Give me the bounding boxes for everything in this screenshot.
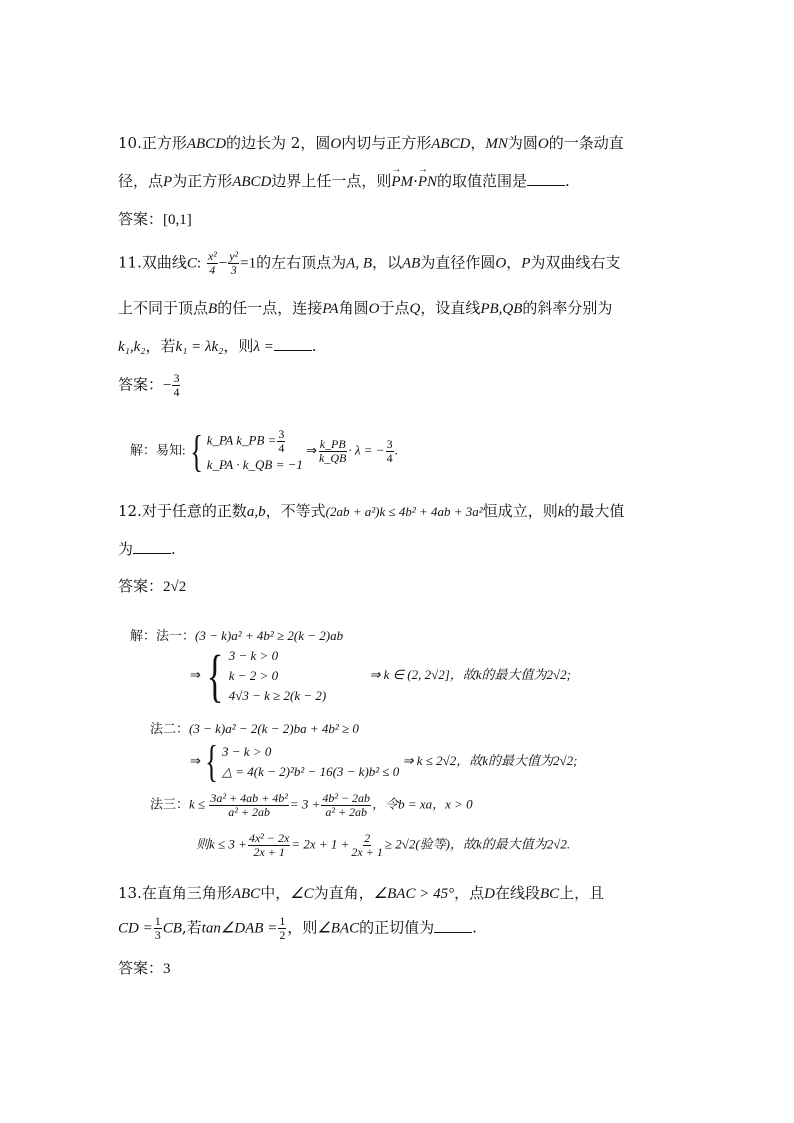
math: − [218,255,228,272]
math: 则k ≤ 3 + [196,836,247,852]
math: . [394,442,398,458]
answer-blank [133,539,171,554]
text: 中， [260,884,291,902]
text: ， [506,253,522,272]
text: 为圆 [507,134,538,152]
text: ，则 [223,337,254,355]
math: O [330,136,342,152]
text: 的任一点，连接 [217,299,323,317]
math: k_PA · k_QB = −1 [206,457,303,472]
text: ，设直线 [420,299,481,317]
math: B [208,301,218,317]
math: CB [162,920,182,937]
text: 内切与正方形 [341,134,432,152]
q12-method3-line1 [150,792,473,819]
text: 的一条动直 [548,134,624,152]
fraction: $\frac{\text{4b² − 2ab}}{\text{a² + 2ab}}$ [322,791,371,819]
math: ⇒ [190,666,201,682]
q12-line1 [118,500,676,523]
solution-label: 法二： [150,721,190,736]
math: PB,QB [480,301,523,317]
text: 10.正方形 [118,134,187,152]
text: . [472,918,477,937]
system [222,742,399,782]
text: 上，且 [559,884,605,902]
math: O [495,255,507,272]
math: : [196,255,202,272]
q10-answer [118,208,676,231]
text: 的最大值 [564,502,625,520]
answer-value: − [163,377,172,394]
math: C [186,255,197,272]
q13-answer [118,957,676,980]
vector-pm: → PM [391,171,413,193]
q10-line2 [118,170,676,193]
text: 的斜率分别为 [522,299,613,317]
text: 为 [118,540,134,558]
text: ，则 [287,918,318,937]
math: k [557,504,565,520]
answer-label: 答案： [118,375,164,394]
q11-line3 [118,335,676,358]
math: 3 − k > 0 [228,648,279,663]
math: P [521,255,531,272]
math: 4√3 − k ≥ 2(k − 2) [228,688,327,703]
q12-method1-system [190,643,572,708]
fraction: $\frac{3}{4}$ [278,427,285,455]
q12-method1-line1 [130,625,343,644]
math: = 2x + 1 + [291,836,350,852]
math: Q [409,301,421,317]
text: 11.双曲线 [118,253,187,272]
text: . [565,172,570,190]
vector-pn: → PN [418,171,437,193]
math: a,b [246,504,266,520]
math: ∠BAC > 45° [373,886,455,902]
text: ，点 [454,884,485,902]
math: P [163,174,173,190]
math: ⇒ [306,442,318,458]
q11-answer [118,372,676,399]
text: 为直角， [313,884,374,902]
text: 角圆 [338,299,369,317]
math: k − 2 > 0 [228,668,279,683]
math: k_PA k_PB = [206,432,277,448]
fraction-y2-3: $\frac{\text{y²}}{3}$ [229,249,239,277]
answer-blank [274,336,312,351]
system [207,428,303,475]
math: · λ = − [348,442,385,458]
answer-value: 3 [163,961,171,977]
system [229,646,327,706]
math: AB [402,255,421,272]
q10-line1 [118,132,676,155]
math: ⇒ k ≤ 2√2，故k的最大值为2√2; [402,752,578,768]
math: k₁,k₂ [118,339,146,355]
math: ≥ 2√2(验等)，故k的最大值为2√2. [384,836,571,852]
q11-line2 [118,297,676,320]
text: 12.对于任意的正数 [118,502,247,520]
fraction: $\frac{2}{2x + 1}$ [351,831,383,859]
text: ，若 [145,337,176,355]
q12-answer [118,575,676,598]
brace: { [205,737,218,786]
text: ，不等式 [265,502,326,520]
answer-blank [434,918,472,933]
math: λ = [253,339,274,355]
fraction-one-third: $\frac{1}{3}$ [154,914,161,942]
answer-label: 答案： [118,959,164,977]
math: k ≤ [189,796,206,812]
math: ABCD [232,174,272,190]
math: (3 − k)a² − 2(k − 2)ba + 4b² ≥ 0 [189,721,359,736]
text: 上不同于顶点 [118,299,209,317]
fraction-one-half: $\frac{1}{2}$ [279,914,286,942]
math: (3 − k)a² + 4b² ≥ 2(k − 2)ab [195,628,344,643]
text: ,若 [181,918,202,937]
solution-label: 解：易知: [130,442,186,458]
math: · [413,172,418,190]
answer-fraction: $\frac{3}{4}$ [173,371,180,399]
math: ABCD [431,136,471,152]
text: 恒成立，则 [482,502,558,520]
text: 的边长为 2，圆 [226,134,331,152]
math: D [484,886,495,902]
math: =1 [240,255,257,272]
math: 3 − k > 0 [222,744,272,759]
text: 于点 [379,299,410,317]
fraction: $\frac{\text{4x² − 2x}}{2x + 1}$ [248,831,290,859]
fraction: $\frac{\text{3a² + 4ab + 4b²}}{\text{a² + 2ab}}$ [210,791,288,819]
answer-label: 答案： [118,210,164,228]
text: ， [470,134,486,152]
solution-label: 法三： [150,796,190,812]
math: ∠C [290,886,314,902]
text: . [171,540,176,558]
text: 边界上任一点，则 [271,172,392,190]
text: 的正切值为 [359,918,435,937]
fraction: $\frac{k\_PB}{k\_QB}$ [319,437,347,465]
q12-method3-line2 [196,832,570,859]
math: ∠BAC [317,920,360,937]
brace: { [189,426,203,476]
text: ，以 [371,253,402,272]
answer-blank [527,171,565,186]
math: ABCD [186,136,227,152]
text: 在线段 [494,884,540,902]
text: 为正方形 [172,172,233,190]
q11-line1 [118,250,676,277]
brace: { [206,643,224,708]
text: 径，点 [118,172,164,190]
math: O [537,136,549,152]
math: MN [485,136,508,152]
math: = 3 + [289,796,321,812]
text: 为直径作圆 [420,253,496,272]
math: ⇒ [190,752,201,768]
inequality: (2ab + a²)k ≤ 4b² + 4ab + 3a² [325,504,483,519]
text: 为双曲线右支 [530,253,621,272]
text: 13.在直角三角形 [118,884,232,902]
math: BC [539,886,560,902]
math: ，令b = xa，x > 0 [372,796,473,812]
math: PA [322,301,339,317]
q13-line1 [118,882,676,905]
math: k₁ = λk₂ [175,339,224,355]
math: tan∠DAB = [201,920,278,937]
text: . [311,337,317,355]
answer-label: 答案： [118,577,164,595]
math: CD = [118,920,153,937]
q12-line2 [118,538,676,560]
answer-value: 2√2 [163,579,187,595]
math: △ = 4(k − 2)²b² − 16(3 − k)b² ≤ 0 [222,764,400,779]
math: ABC [231,886,261,902]
q13-line2 [118,915,676,942]
math: O [368,301,380,317]
math: ⇒ k ∈ (2, 2√2]，故k的最大值为2√2; [369,666,572,682]
text: 的左右顶点为 [256,253,347,272]
math: A, B [346,255,372,272]
q12-method2-system [190,737,578,786]
answer-value: [0,1] [163,212,192,228]
fraction-x2-4: $\frac{\text{x²}}{4}$ [207,249,217,277]
fraction: $\frac{3}{4}$ [386,437,393,465]
q11-solution [130,428,398,475]
solution-label: 解：法一： [130,628,196,643]
text: 的取值范围是 [437,172,528,190]
q12-method2-line1 [150,718,359,737]
